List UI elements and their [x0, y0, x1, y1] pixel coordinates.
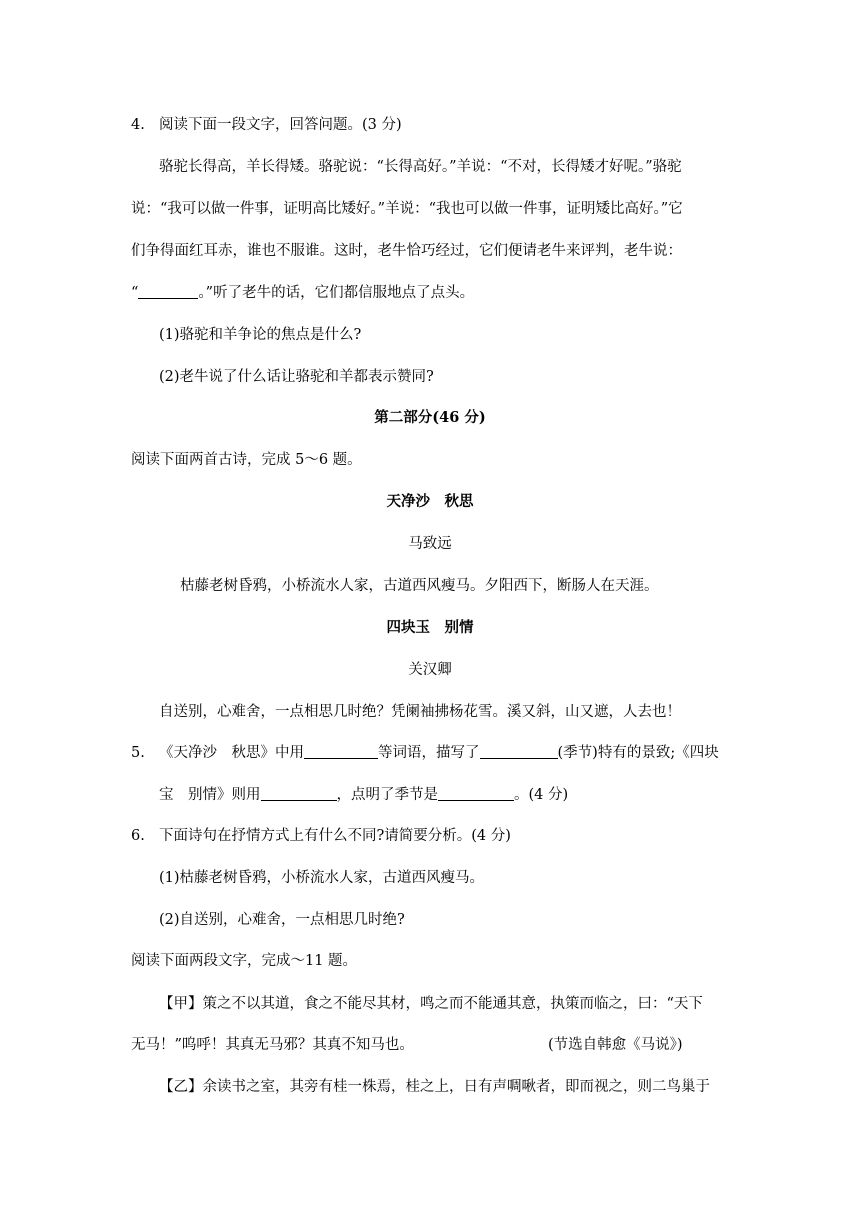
answer-blank[interactable] — [138, 284, 198, 299]
answer-blank[interactable] — [304, 744, 378, 759]
q4-number: 4. — [131, 117, 145, 133]
q5-text-f: 。(4 分) — [514, 787, 569, 803]
poem1-text: 枯藤老树昏鸦，小桥流水人家，古道西风瘦马。夕阳西下，断肠人在天涯。 — [180, 578, 659, 594]
q5-text-a: 《天净沙 秋思》中用 — [159, 745, 304, 761]
passage-jia-line-2: 无马！”呜呼！其真无马邪？其真不知马也。 — [131, 1037, 414, 1053]
answer-blank[interactable] — [438, 786, 514, 801]
q4-paragraph-line-1: 骆驼长得高，羊长得矮。骆驼说：“长得高好。”羊说：“不对，长得矮才好呢。”骆驼 — [159, 159, 682, 175]
open-quote: “ — [131, 285, 139, 301]
q5-text-c: (季节)特有的景致;《四块 — [557, 745, 719, 761]
q4-paragraph-line-3: 们争得面红耳赤，谁也不服谁。这时，老牛恰巧经过，它们便请老牛来评判，老牛说： — [131, 243, 682, 259]
q6-sub-question-2: (2)自送别，心难舍，一点相思几时绝? — [159, 912, 405, 928]
q4-prompt: 阅读下面一段文字，回答问题。(3 分) — [159, 117, 402, 133]
passage-jia-line-1: 【甲】策之不以其道，食之不能尽其材，鸣之而不能通其意，执策而临之，曰：“天下 — [159, 996, 703, 1012]
q6-prompt-line — [131, 826, 511, 846]
q4-prompt-line — [131, 115, 402, 135]
q5-line-2 — [159, 785, 568, 805]
q5-number: 5. — [131, 745, 145, 761]
part2-heading: 第二部分(46 分) — [374, 409, 486, 426]
passage-yi-line-1: 【乙】余读书之室，其旁有桂一株焉，桂之上，日有声啁啾者，即而视之，则二鸟巢于 — [159, 1079, 710, 1095]
q6-number: 6. — [131, 828, 145, 844]
q6-sub-question-1: (1)枯藤老树昏鸦，小桥流水人家，古道西风瘦马。 — [159, 870, 485, 886]
answer-blank[interactable] — [261, 786, 337, 801]
q4-paragraph-line-2: 说：“我可以做一件事，证明高比矮好。”羊说：“我也可以做一件事，证明矮比高好。”它 — [131, 201, 683, 217]
q4-sub-question-2: (2)老牛说了什么话让骆驼和羊都表示赞同? — [159, 369, 434, 385]
passage-jia-source: (节选自韩愈《马说》) — [548, 1037, 683, 1053]
reading-intro: 阅读下面两段文字，完成～11 题。 — [131, 953, 358, 969]
q4-paragraph-line-4 — [131, 283, 474, 303]
poem2-title: 四块玉 别情 — [386, 619, 474, 636]
q4-sub-question-1: (1)骆驼和羊争论的焦点是什么? — [159, 327, 362, 343]
q6-prompt: 下面诗句在抒情方式上有什么不同?请简要分析。(4 分) — [159, 828, 511, 844]
q5-text-d: 宝 别情》则用 — [159, 787, 261, 803]
q5-text-e: ，点明了季节是 — [336, 787, 438, 803]
q5-text-b: 等词语，描写了 — [378, 745, 480, 761]
q5-line-1 — [131, 743, 719, 763]
poem2-text: 自送别，心难舍，一点相思几时绝？凭阑袖拂杨花雪。溪又斜，山又遮，人去也！ — [159, 704, 681, 720]
poem2-author: 关汉卿 — [408, 662, 452, 678]
q4-paragraph-line-4-rest: 。”听了老牛的话，它们都信服地点了点头。 — [198, 285, 475, 301]
poem1-title: 天净沙 秋思 — [386, 493, 474, 510]
poem1-author: 马致远 — [408, 536, 452, 552]
part2-intro: 阅读下面两首古诗，完成 5～6 题。 — [131, 452, 362, 468]
answer-blank[interactable] — [480, 744, 558, 759]
